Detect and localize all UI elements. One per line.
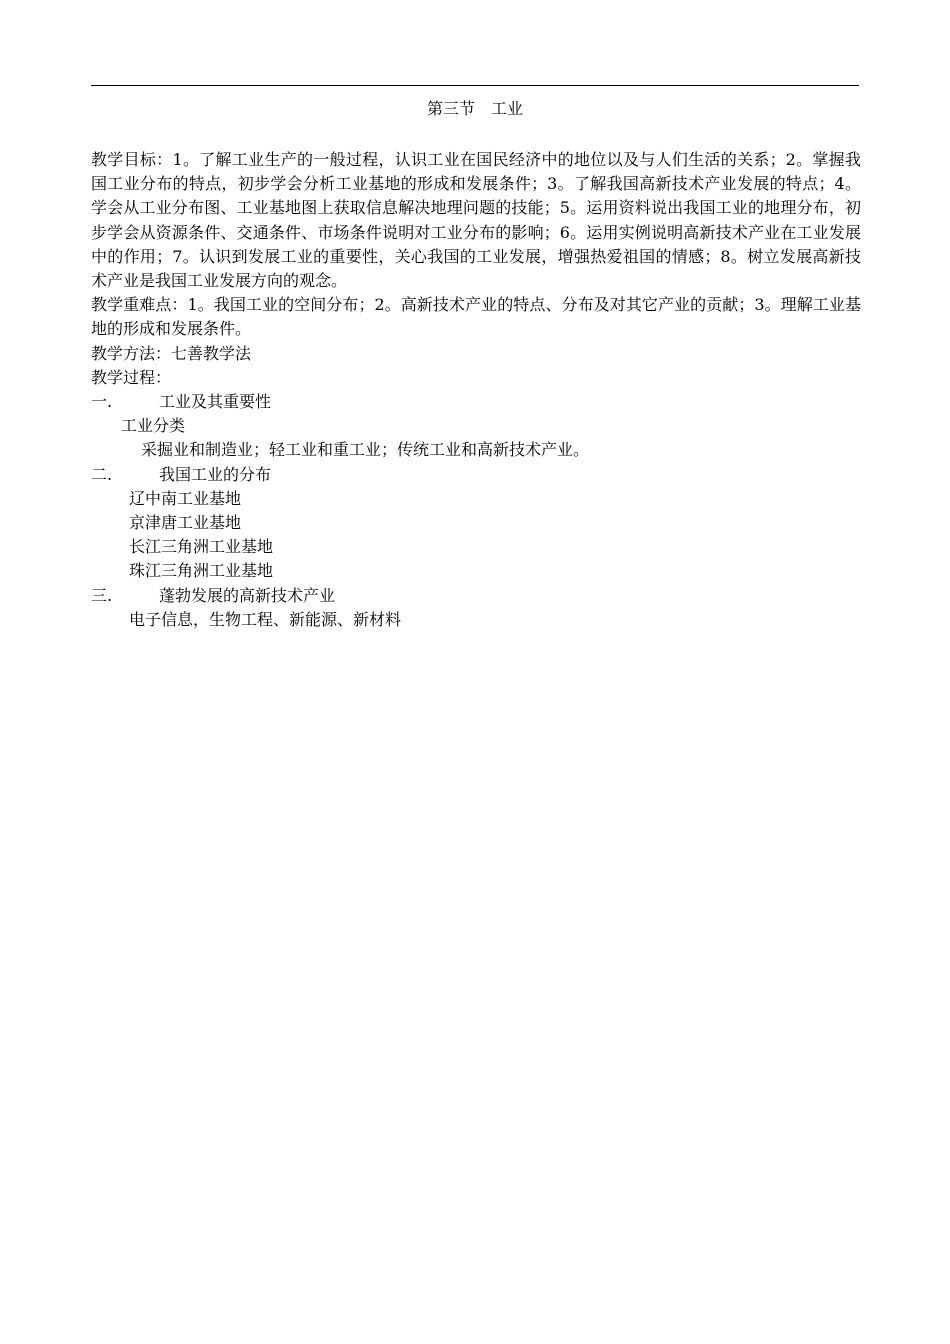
key-points-label: 教学重难点： [91, 295, 188, 315]
outline-heading: 蓬勃发展的高新技术产业 [159, 585, 336, 605]
methods-text: 七善教学法 [171, 343, 252, 363]
outline-detail: 电子信息，生物工程、新能源、新材料 [129, 609, 402, 629]
teaching-methods [91, 342, 861, 366]
outline-heading: 我国工业的分布 [159, 464, 272, 484]
outline-section-1 [91, 390, 861, 414]
teaching-goals-text: 1。了解工业生产的一般过程，认识工业在国民经济中的地位以及与人们生活的关系；2。掌握我国工业分布的特点，初步学会分析工业基地的形成和发展条件；3。了解我国高新技术产业发展的特点；4。学会从工业分布图、工业基地图上获取信息解决地理问题的技能；5。运用资料说出我国工业的地理分布，初步学会从资源条件、交通条件、市场条件说明对工业分布的影响；6。运用实例说明高新技术产业在工业发展中的作用；7。认识到发展工业的重要性，关心我国的工业发展，增强热爱祖国的情感；8。树立发展高新技术产业是我国工业发展方向的观念。 [91, 150, 861, 291]
teaching-goals-label: 教学目标： [91, 150, 173, 169]
teaching-key-points [91, 293, 861, 341]
document-body [91, 148, 861, 632]
outline-number: 三. [91, 585, 113, 605]
outline-heading: 工业及其重要性 [159, 392, 272, 412]
outline-section-2 [91, 463, 861, 487]
section-title: 第三节 工业 [426, 99, 523, 118]
teaching-goals [91, 148, 861, 293]
outline-sub-heading: 工业分类 [121, 416, 186, 436]
outline-list-item: 辽中南工业基地 [129, 488, 242, 508]
teaching-process-label: 教学过程： [91, 367, 172, 387]
outline-section-3 [91, 584, 861, 608]
outline-number: 一. [91, 392, 113, 412]
outline-number: 二. [91, 464, 113, 484]
header-rule [91, 85, 859, 86]
outline-list-item: 长江三角洲工业基地 [129, 537, 274, 557]
outline-list-item: 珠江三角洲工业基地 [129, 561, 274, 581]
outline-list-item: 京津唐工业基地 [129, 513, 242, 533]
outline-detail: 采掘业和制造业；轻工业和重工业；传统工业和高新技术产业。 [141, 440, 590, 460]
key-points-text: 1。我国工业的空间分布；2。高新技术产业的特点、分布及对其它产业的贡献；3。理解工业基地的形成和发展条件。 [91, 295, 861, 339]
methods-label: 教学方法： [91, 343, 172, 363]
